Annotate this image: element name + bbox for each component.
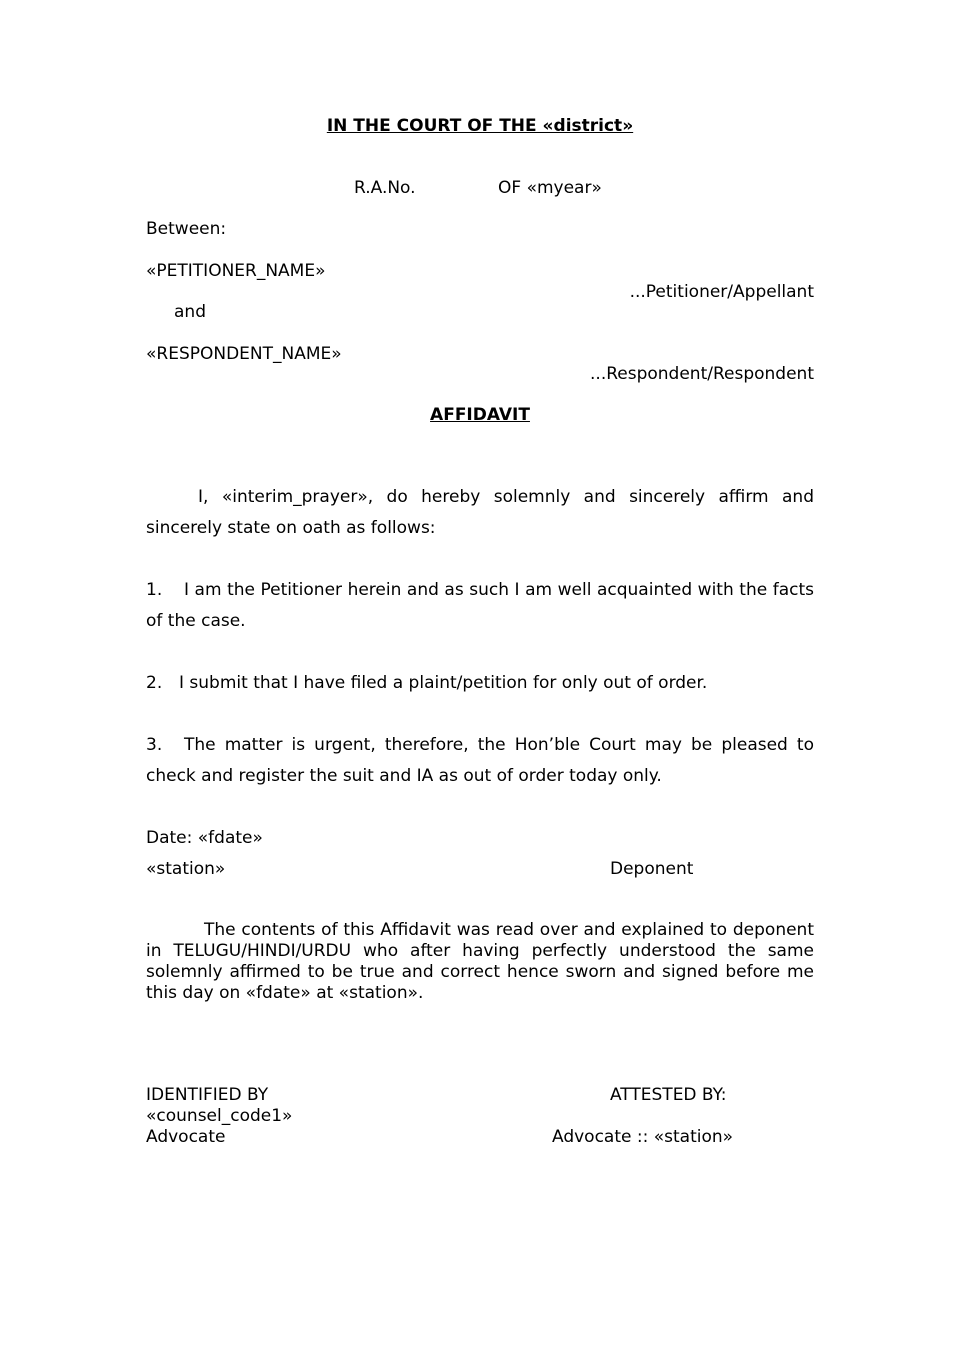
point-number: 1. bbox=[146, 580, 163, 600]
between-label: Between: bbox=[146, 219, 227, 239]
case-year: OF «myear» bbox=[498, 178, 602, 198]
advocate-left: Advocate bbox=[146, 1127, 226, 1147]
station-line: «station» bbox=[146, 859, 226, 879]
case-number-label: R.A.No. bbox=[354, 178, 416, 198]
respondent-name: «RESPONDENT_NAME» bbox=[146, 344, 342, 364]
court-title: IN THE COURT OF THE «district» bbox=[326, 116, 634, 136]
petitioner-name: «PETITIONER_NAME» bbox=[146, 261, 326, 281]
point-text: The matter is urgent, therefore, the Hon’ble Court may be pleased to check and register the suit and IA as out of order today only. bbox=[146, 735, 814, 786]
affidavit-point bbox=[146, 575, 814, 637]
and-label: and bbox=[174, 302, 206, 322]
point-number: 3. bbox=[146, 735, 163, 755]
affidavit-point bbox=[146, 730, 814, 792]
identified-by-label: IDENTIFIED BY bbox=[146, 1085, 269, 1105]
point-number: 2. bbox=[146, 673, 163, 693]
deponent-label: Deponent bbox=[610, 859, 694, 879]
affidavit-point bbox=[146, 668, 814, 699]
verification-text: The contents of this Affidavit was read over and explained to deponent in TELUGU/HINDI/URDU who after having perfectly understood the same solemnly affirmed to be true and correct hence sworn and signed before me this day on «fdate» at «station». bbox=[146, 920, 814, 1003]
date-line: Date: «fdate» bbox=[146, 828, 263, 848]
counsel-code: «counsel_code1» bbox=[146, 1106, 293, 1126]
respondent-role: ...Respondent/Respondent bbox=[590, 364, 814, 384]
affidavit-intro: I, «interim_prayer», do hereby solemnly and sincerely affirm and sincerely state on oath as follows: bbox=[146, 487, 814, 538]
point-text: I submit that I have filed a plaint/petition for only out of order. bbox=[179, 673, 708, 693]
point-text: I am the Petitioner herein and as such I am well acquainted with the facts of the case. bbox=[146, 580, 814, 631]
affidavit-heading: AFFIDAVIT bbox=[430, 405, 530, 425]
advocate-right: Advocate :: «station» bbox=[552, 1127, 734, 1147]
petitioner-role: ...Petitioner/Appellant bbox=[629, 282, 814, 302]
attested-by-label: ATTESTED BY: bbox=[610, 1085, 727, 1105]
